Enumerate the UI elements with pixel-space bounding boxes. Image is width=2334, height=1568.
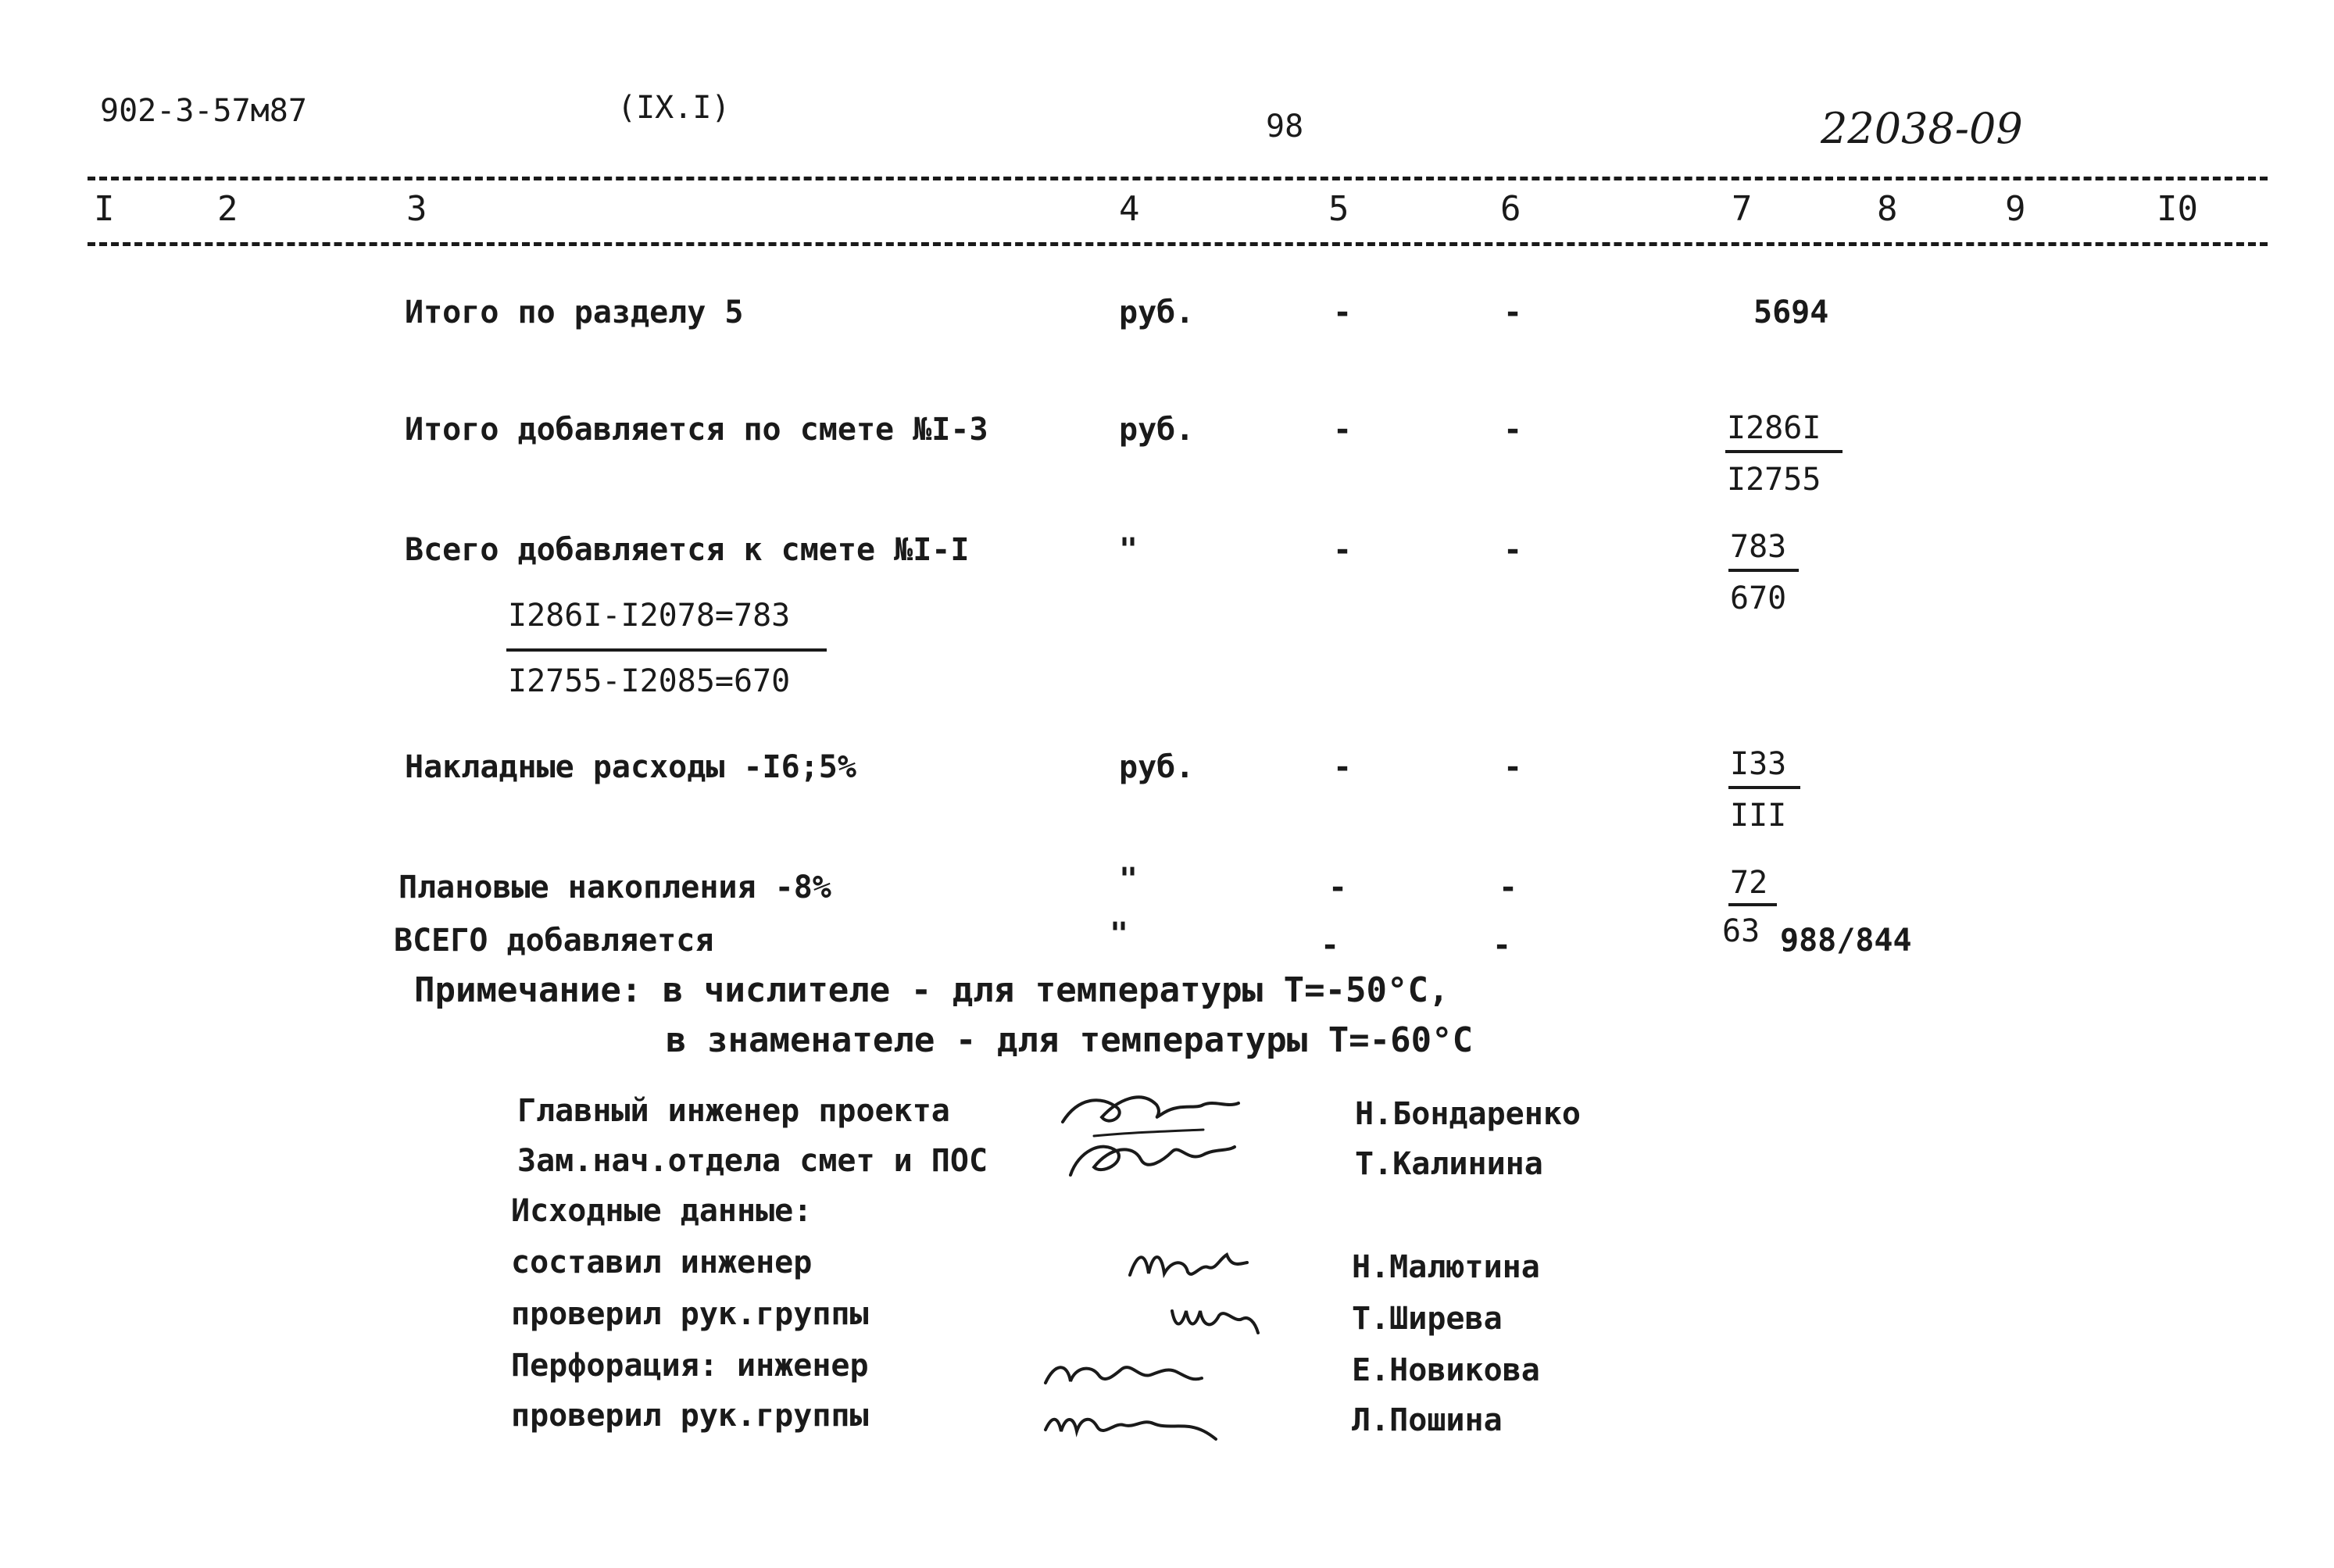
column-number-10: I0 [2157,189,2198,229]
header-bottom-dashed-rule [88,242,2268,246]
grand-total: 988/844 [1780,923,1912,959]
calc-fraction-line [506,648,827,652]
row-numerator: I33 [1730,746,1787,782]
signatory-name: Т.Калинина [1355,1146,1543,1182]
row-label: Накладные расходы -I6;5% [405,749,856,785]
row-label: Итого по разделу 5 [405,295,744,330]
calc-denominator: I2755-I2085=670 [508,663,791,699]
column-number-9: 9 [2005,189,2026,229]
signatory-role: Главный инженер проекта [517,1093,950,1129]
signatory-role: Зам.нач.отдела смет и ПОС [517,1143,988,1179]
section-code: (IX.I) [617,90,731,126]
row-col5: - [1321,927,1340,963]
column-number-1: I [94,189,115,229]
row-denominator: 63 [1722,913,1760,949]
fraction-underline [1725,450,1843,453]
signatory-role: составил инженер [511,1245,813,1280]
row-col6: - [1503,295,1523,330]
page-number: 98 [1266,109,1304,145]
row-unit: " [1110,916,1129,952]
row-label: Всего добавляется к смете №I-I [405,532,970,568]
fraction-underline [1728,903,1777,906]
row-denominator: III [1730,798,1787,834]
row-label: ВСЕГО добавляется [394,923,714,959]
fraction-underline [1728,569,1799,572]
column-number-2: 2 [217,189,238,229]
row-label: Плановые накопления -8% [399,870,831,905]
signatory-name: Л.Пошина [1352,1402,1503,1438]
row-col6: - [1503,749,1523,785]
header-top-dashed-rule [88,177,2268,180]
row-unit: руб. [1119,295,1195,330]
note-line-2: в знаменателе - для температуры Т=-60°С [666,1020,1474,1060]
row-col6: - [1503,412,1523,448]
note-line-1: Примечание: в числителе - для температуры Т=-50°С, [414,970,1449,1010]
row-unit: руб. [1119,749,1195,785]
row-col5: - [1333,749,1353,785]
signature-malyutina-image [1122,1236,1255,1291]
row-col6: - [1492,927,1512,963]
calc-numerator: I286I-I2078=783 [508,598,791,634]
column-number-4: 4 [1119,189,1140,229]
signature-poshina-image [1036,1395,1224,1450]
signatory-role: проверил рук.группы [511,1296,869,1332]
row-numerator: I286I [1727,410,1821,446]
row-denominator: I2755 [1727,462,1821,498]
fraction-underline [1728,786,1800,789]
column-number-5: 5 [1328,189,1349,229]
signatory-name: Т.Ширева [1352,1301,1503,1337]
row-unit: " [1119,532,1138,568]
row-col5: - [1333,532,1353,568]
signature-novikova-image [1036,1344,1216,1398]
column-number-7: 7 [1732,189,1753,229]
document-code: 902-3-57м87 [100,93,307,129]
signatory-role: проверил рук.группы [511,1398,869,1434]
row-denominator: 670 [1730,580,1787,616]
signatory-name: Е.Новикова [1352,1352,1540,1388]
section-caption: Исходные данные: [511,1193,813,1229]
column-number-3: 3 [406,189,427,229]
column-number-8: 8 [1877,189,1898,229]
row-col6: - [1503,532,1523,568]
signatory-role: Перфорация: инженер [511,1348,869,1384]
column-number-6: 6 [1500,189,1521,229]
row-col6: - [1499,870,1518,905]
handwritten-sheet-number: 22038-09 [1821,104,2023,153]
signature-kalinina-image [1055,1128,1250,1191]
row-col5: - [1328,870,1348,905]
row-label: Итого добавляется по смете №I-3 [405,412,988,448]
signatory-name: Н.Малютина [1352,1249,1540,1285]
row-col5: - [1333,412,1353,448]
signature-shireva-image [1164,1288,1266,1342]
row-col5: - [1333,295,1353,330]
row-value: 5694 [1753,295,1829,330]
row-numerator: 783 [1730,529,1787,565]
signatory-name: Н.Бондаренко [1355,1096,1581,1132]
row-unit: руб. [1119,412,1195,448]
row-numerator: 72 [1730,865,1768,901]
row-unit: " [1119,862,1138,898]
